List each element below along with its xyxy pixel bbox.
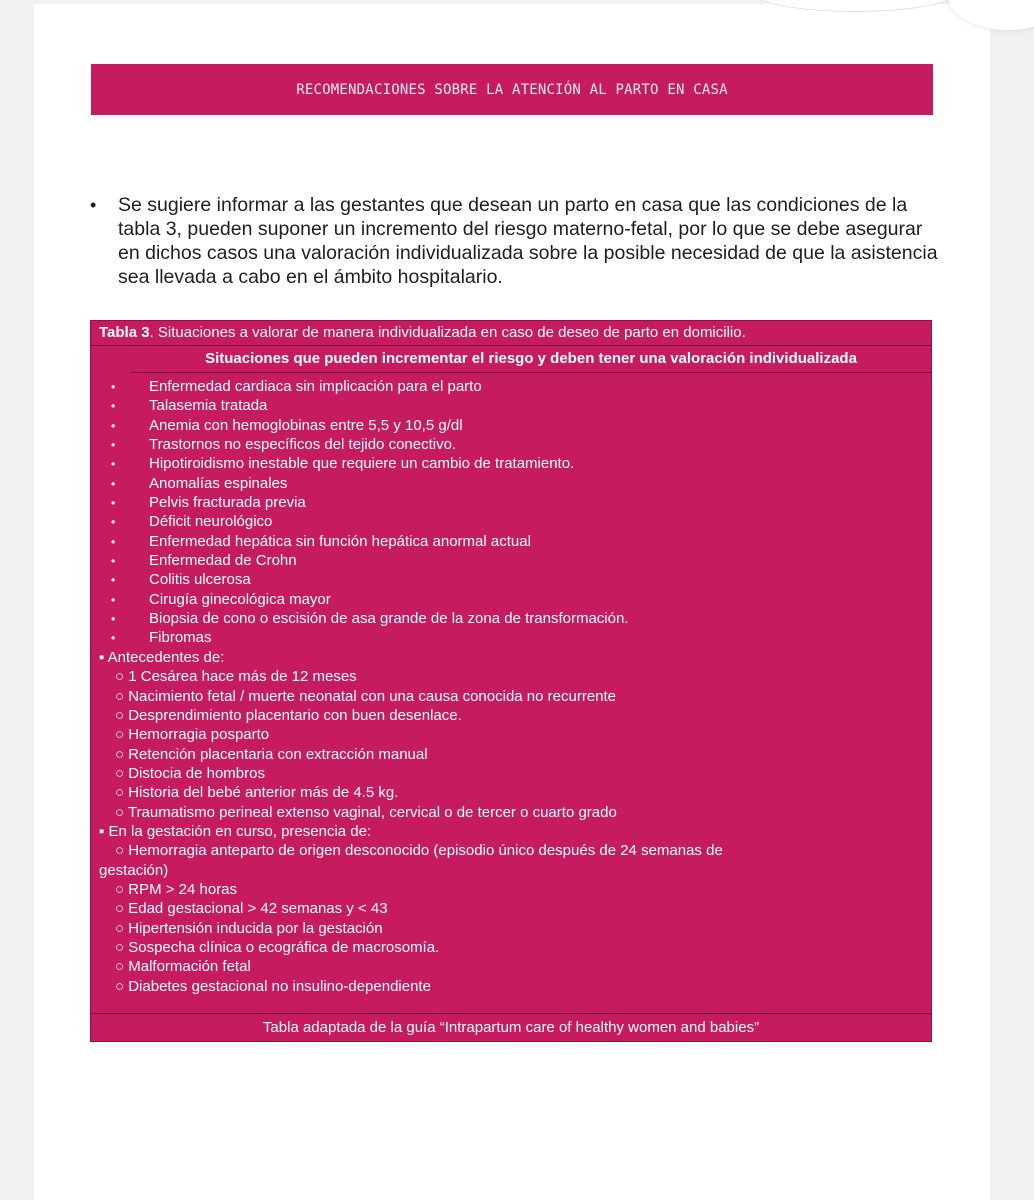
list-item bbox=[91, 551, 931, 570]
list-item-text: ○ RPM > 24 horas bbox=[115, 880, 238, 898]
list-item bbox=[91, 919, 931, 938]
table-footer: Tabla adaptada de la guía “Intrapartum care of healthy women and babies” bbox=[91, 1013, 931, 1041]
gestacion-list bbox=[91, 880, 931, 996]
list-item bbox=[91, 570, 931, 589]
list-item-text: ○ Edad gestacional > 42 semanas y < 43 bbox=[115, 900, 388, 918]
list-item-continuation: gestación) bbox=[99, 861, 169, 879]
list-item bbox=[91, 435, 931, 454]
list-item bbox=[91, 628, 931, 647]
list-item-text: Enfermedad cardiaca sin implicación para el parto bbox=[149, 378, 482, 395]
list-item bbox=[91, 803, 931, 822]
list-item-text: Anemia con hemoglobinas entre 5,5 y 10,5 g/dl bbox=[149, 416, 463, 434]
list-item bbox=[91, 377, 931, 396]
table-body bbox=[91, 373, 931, 996]
bullet-icon: • bbox=[111, 476, 116, 491]
bullet-icon: • bbox=[111, 592, 116, 607]
list-item bbox=[91, 416, 931, 435]
list-item-text: Cirugía ginecológica mayor bbox=[149, 590, 331, 608]
caption-label: Tabla 3 bbox=[99, 324, 150, 341]
list-item bbox=[91, 512, 931, 531]
section-banner bbox=[91, 64, 933, 115]
bullet-icon: • bbox=[111, 457, 116, 472]
bullet-icon: • bbox=[111, 573, 116, 588]
antecedentes-list bbox=[91, 667, 931, 822]
list-item-text: ○ Historia del bebé anterior más de 4.5 kg. bbox=[115, 784, 399, 802]
bullet-icon: • bbox=[111, 380, 116, 394]
list-item-text: Hipotiroidismo inestable que requiere un cambio de tratamiento. bbox=[149, 455, 575, 473]
bullet-icon: • bbox=[111, 554, 116, 569]
list-item bbox=[91, 957, 931, 976]
list-item bbox=[91, 745, 931, 764]
list-item bbox=[91, 977, 931, 996]
list-item-text: Talasemia tratada bbox=[149, 397, 268, 415]
list-item-text: ○ Malformación fetal bbox=[115, 958, 251, 976]
list-item-text: Enfermedad hepática sin función hepática anormal actual bbox=[149, 532, 531, 550]
list-item-text: ○ Sospecha clínica o ecográfica de macrosomía. bbox=[115, 938, 440, 956]
list-item-text: ○ Distocia de hombros bbox=[115, 764, 265, 782]
table-header: Situaciones que pueden incrementar el riesgo y deben tener una valoración individualizada bbox=[131, 346, 931, 373]
list-item-text: Pelvis fracturada previa bbox=[149, 494, 306, 512]
list-item bbox=[91, 454, 931, 473]
list-item bbox=[91, 725, 931, 744]
conditions-list bbox=[91, 377, 931, 648]
list-item bbox=[91, 474, 931, 493]
page-corner-decoration bbox=[754, 0, 956, 12]
list-item-text: ○ Hemorragia posparto bbox=[115, 726, 270, 744]
list-item bbox=[91, 899, 931, 918]
list-item bbox=[91, 764, 931, 783]
list-item bbox=[91, 667, 931, 686]
list-item bbox=[91, 783, 931, 802]
list-item bbox=[91, 687, 931, 706]
list-item bbox=[91, 493, 931, 512]
bullet-icon: • bbox=[111, 438, 116, 453]
bullet-icon: • bbox=[111, 418, 116, 433]
list-item bbox=[91, 532, 931, 551]
list-item-text: Biopsia de cono o escisión de asa grande de la zona de transformación. bbox=[149, 610, 629, 628]
banner-title: RECOMENDACIONES SOBRE LA ATENCIÓN AL PARTO EN CASA bbox=[296, 81, 728, 98]
bullet-icon: • bbox=[111, 399, 116, 414]
bullet-icon: • bbox=[111, 534, 116, 549]
bullet-icon: • bbox=[111, 631, 116, 646]
list-item-text: Déficit neurológico bbox=[149, 513, 273, 531]
list-item bbox=[91, 590, 931, 609]
list-item bbox=[91, 609, 931, 628]
list-item-text: ○ Traumatismo perineal extenso vaginal, cervical o de tercer o cuarto grado bbox=[115, 803, 617, 821]
list-item bbox=[91, 396, 931, 415]
antecedentes-heading: ▪ Antecedentes de: bbox=[99, 648, 225, 666]
list-item-text: Anomalías espinales bbox=[149, 474, 288, 492]
list-item bbox=[91, 938, 931, 957]
list-item bbox=[91, 880, 931, 899]
list-item: ○ Hemorragia anteparto de origen desconocido (episodio único después de 24 semanas de bbox=[115, 842, 723, 860]
caption-text: . Situaciones a valorar de manera individualizada en caso de deseo de parto en domicilio. bbox=[149, 324, 746, 341]
table-caption bbox=[91, 321, 931, 346]
intro-text: Se sugiere informar a las gestantes que desean un parto en casa que las condiciones de la tabla 3, pueden suponer un incremento del riesgo materno-fetal, por lo que se debe asegurar en dichos casos una valoración individualizada sobre la posible necesidad de que la asistencia sea llevada a cabo en el ámbito hospitalario. bbox=[118, 194, 938, 288]
bullet-icon: • bbox=[90, 195, 97, 215]
list-item-text: ○ 1 Cesárea hace más de 12 meses bbox=[115, 668, 357, 686]
list-item-text: Fibromas bbox=[149, 629, 212, 647]
list-item bbox=[91, 706, 931, 725]
list-item-text: ○ Hipertensión inducida por la gestación bbox=[115, 919, 383, 937]
list-item-text: ○ Desprendimiento placentario con buen desenlace. bbox=[115, 706, 462, 724]
bullet-icon: • bbox=[111, 515, 116, 530]
bullet-icon: • bbox=[111, 496, 116, 511]
intro-paragraph bbox=[90, 193, 940, 289]
list-item-text: Enfermedad de Crohn bbox=[149, 552, 297, 570]
list-item-text: ○ Diabetes gestacional no insulino-dependiente bbox=[115, 977, 431, 995]
list-item-text: Colitis ulcerosa bbox=[149, 571, 251, 589]
list-item-text: Trastornos no específicos del tejido conectivo. bbox=[149, 436, 457, 454]
risk-table bbox=[90, 320, 932, 1042]
list-item-text: ○ Retención placentaria con extracción manual bbox=[115, 745, 428, 763]
gestacion-heading: ▪ En la gestación en curso, presencia de: bbox=[99, 822, 372, 840]
bullet-icon: • bbox=[111, 612, 116, 627]
list-item-text: ○ Nacimiento fetal / muerte neonatal con una causa conocida no recurrente bbox=[115, 687, 617, 705]
